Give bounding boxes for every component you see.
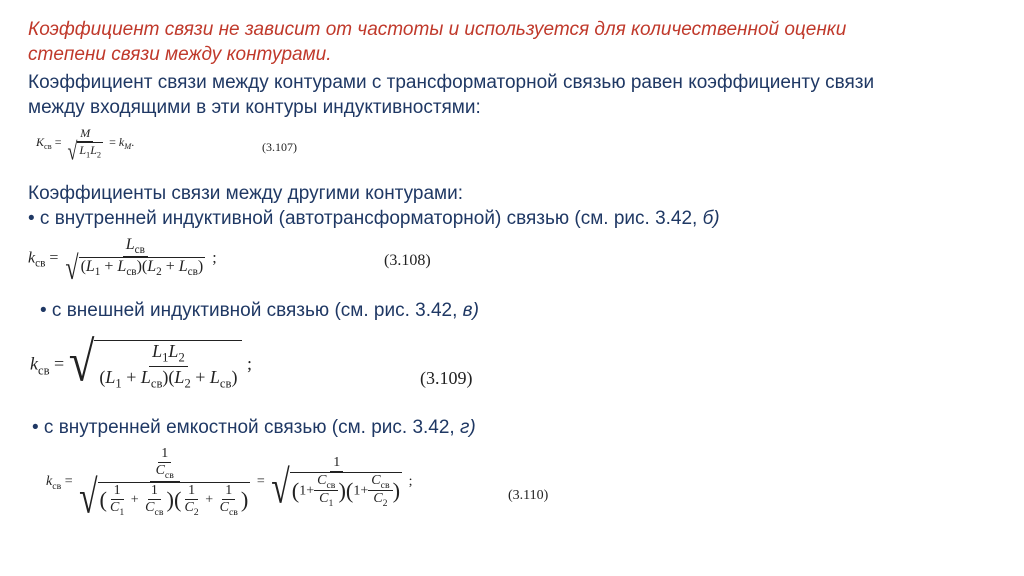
item-autotransformer-text: • с внутренней индуктивной (автотрансформаторной) связью (см. рис. 3.42, xyxy=(28,208,703,229)
eq-number-3-109: (3.109) xyxy=(420,368,473,388)
item-external-inductive-fig: в) xyxy=(462,300,479,321)
eq-number-3-110: (3.110) xyxy=(508,488,549,503)
item-internal-capacitive-text: • с внутренней емкостной связью (см. рис. 3.42, xyxy=(32,417,460,438)
para2-line-1: Коэффициент связи между контурами с трансформаторной связью равен коэффициенту связи xyxy=(28,72,875,93)
intro-line-1: Коэффициент связи не зависит от частоты и используется для количественной оценки xyxy=(28,19,847,40)
formula-3-108: $k_{св}$ = $L_{св}$ √ $(L_1 + L_{св})(L_2 + L_{св})$ ; xyxy=(28,236,217,288)
item-external-inductive-text: • с внешней индуктивной связью (см. рис. 3.42, xyxy=(40,300,463,321)
others-heading: Коэффициенты связи между другими контурами: xyxy=(28,183,463,204)
eq-number-3-108: (3.108) xyxy=(384,252,431,269)
intro-line-2: степени связи между контурами. xyxy=(28,44,332,65)
para2-line-2: между входящими в эти контуры индуктивностями: xyxy=(28,97,481,118)
formula-3-107: $K_{св}$ = M √ $L_1L_2$ = $k_M$. xyxy=(36,126,135,165)
formula-3-109: $k_{св}$ = √ $\frac{L_1L_2}{(L_1 + L_{св})(L_2 + L_{св})}$ ; xyxy=(30,331,252,394)
item-autotransformer-fig: б) xyxy=(702,208,720,229)
item-external-inductive xyxy=(40,299,479,323)
eq-number-3-107: (3.107) xyxy=(262,140,297,154)
item-internal-capacitive-fig: г) xyxy=(459,417,476,438)
item-autotransformer xyxy=(28,207,720,231)
item-internal-capacitive xyxy=(32,416,476,440)
formula-3-110: $k_{св}$ = $\frac{1}{C_{св}}$ √ ( $\frac{1}{C_1}$ + $\frac{1}{C_{св}}$ )( $\frac{1}{C_2}$ + $\frac{1}{C_{св}}$ ) = 1 √ (1+ $\frac{C_{св}}{C_1}$ )(1+ $\frac{C_{св}}{C_2}$ ) ; xyxy=(46,446,413,524)
